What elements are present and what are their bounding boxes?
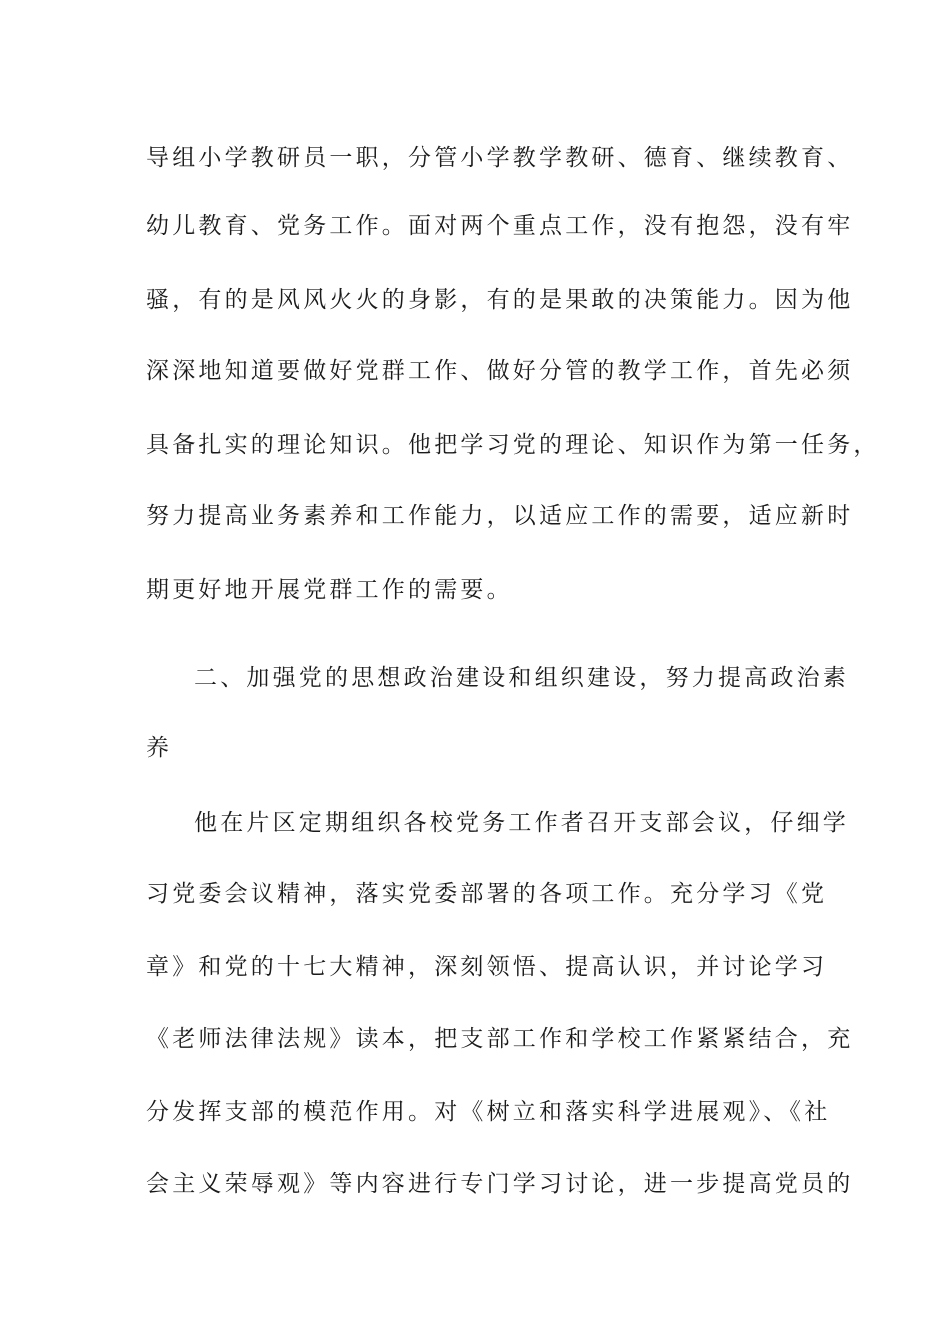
text-line: 章》和党的十七大精神，深刻领悟、提高认识，并讨论学习 — [146, 954, 828, 980]
section-heading: 二、加强党的思想政治建设和组织建设，努力提高政治素 — [194, 665, 849, 691]
text-line: 深深地知道要做好党群工作、做好分管的教学工作，首先必须 — [146, 358, 854, 384]
text-line: 习党委会议精神，落实党委部署的各项工作。充分学习《党 — [146, 881, 828, 907]
text-line: 期更好地开展党群工作的需要。 — [146, 577, 513, 603]
text-line: 他在片区定期组织各校党务工作者召开支部会议，仔细学 — [194, 810, 849, 836]
text-line: 幼儿教育、党务工作。面对两个重点工作，没有抱怨，没有牢 — [146, 213, 854, 239]
text-line: 《老师法律法规》读本，把支部工作和学校工作紧紧结合，充 — [146, 1026, 854, 1052]
text-line: 具备扎实的理论知识。他把学习党的理论、知识作为第一任务， — [146, 432, 880, 458]
text-line: 骚，有的是风风火火的身影，有的是果敢的决策能力。因为他 — [146, 287, 854, 313]
section-heading-continuation: 养 — [146, 735, 173, 761]
text-line: 会主义荣辱观》等内容进行专门学习讨论，进一步提高党员的 — [146, 1171, 854, 1197]
text-line: 努力提高业务素养和工作能力，以适应工作的需要，适应新时 — [146, 503, 854, 529]
text-line: 分发挥支部的模范作用。对《树立和落实科学进展观》、《社 — [146, 1099, 831, 1125]
text-line: 导组小学教研员一职，分管小学教学教研、德育、继续教育、 — [146, 145, 854, 171]
